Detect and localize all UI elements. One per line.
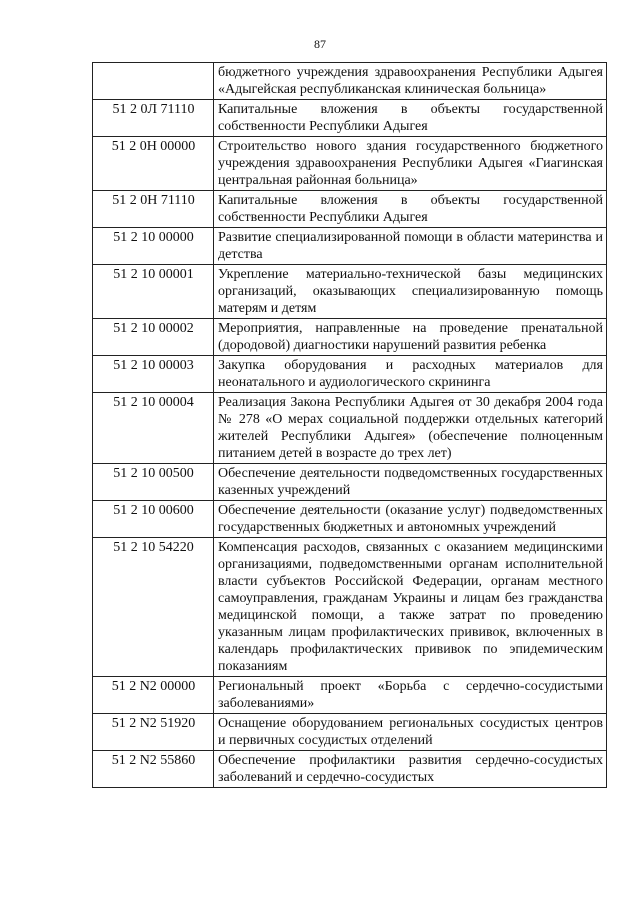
row-code: 51 2 10 00001 bbox=[93, 265, 214, 319]
row-code: 51 2 10 00500 bbox=[93, 464, 214, 501]
row-code: 51 2 0Л 71110 bbox=[93, 100, 214, 137]
row-code: 51 2 0Н 00000 bbox=[93, 137, 214, 191]
table-row bbox=[93, 191, 607, 228]
row-code: 51 2 10 00600 bbox=[93, 501, 214, 538]
row-description: Компенсация расходов, связанных с оказанием медицинскими организациями, подведомственными органам исполнительной власти субъектов Российской Федерации, органам местного самоуправления, гражданам Украины и лицам без гражданства медицинской помощи, а также затрат по проведению указанным лицам профилактических прививок, включенных в календарь профилактических прививок по эпидемическим показаниям bbox=[214, 538, 607, 677]
row-code bbox=[93, 63, 214, 100]
table-row bbox=[93, 538, 607, 677]
row-description: бюджетного учреждения здравоохранения Республики Адыгея «Адыгейская республиканская клиническая больница» bbox=[214, 63, 607, 100]
row-description: Капитальные вложения в объекты государственной собственности Республики Адыгея bbox=[214, 100, 607, 137]
row-description: Оснащение оборудованием региональных сосудистых центров и первичных сосудистых отделений bbox=[214, 714, 607, 751]
row-code: 51 2 N2 00000 bbox=[93, 677, 214, 714]
table-row bbox=[93, 265, 607, 319]
row-description: Укрепление материально-технической базы медицинских организаций, оказывающих специализированную помощь матерям и детям bbox=[214, 265, 607, 319]
row-description: Обеспечение деятельности подведомственных государственных казенных учреждений bbox=[214, 464, 607, 501]
row-description: Закупка оборудования и расходных материалов для неонатального и аудиологического скрининга bbox=[214, 356, 607, 393]
table-row bbox=[93, 501, 607, 538]
row-code: 51 2 10 00002 bbox=[93, 319, 214, 356]
row-description: Обеспечение деятельности (оказание услуг) подведомственных государственных бюджетных и автономных учреждений bbox=[214, 501, 607, 538]
row-description: Капитальные вложения в объекты государственной собственности Республики Адыгея bbox=[214, 191, 607, 228]
row-description: Строительство нового здания государственного бюджетного учреждения здравоохранения Республики Адыгея «Гиагинская центральная районная больница» bbox=[214, 137, 607, 191]
table-row bbox=[93, 63, 607, 100]
table-row bbox=[93, 751, 607, 788]
page-number: 87 bbox=[314, 37, 326, 51]
table-row bbox=[93, 100, 607, 137]
table-row bbox=[93, 319, 607, 356]
row-code: 51 2 N2 51920 bbox=[93, 714, 214, 751]
row-code: 51 2 10 00000 bbox=[93, 228, 214, 265]
table-row bbox=[93, 714, 607, 751]
budget-classification-table bbox=[92, 62, 607, 788]
row-description: Развитие специализированной помощи в области материнства и детства bbox=[214, 228, 607, 265]
row-code: 51 2 10 00004 bbox=[93, 393, 214, 464]
table-row bbox=[93, 228, 607, 265]
table-row bbox=[93, 356, 607, 393]
row-description: Реализация Закона Республики Адыгея от 30 декабря 2004 года № 278 «О мерах социальной поддержки отдельных категорий жителей Республики Адыгея» (обеспечение полноценным питанием детей в возрасте до трех лет) bbox=[214, 393, 607, 464]
row-code: 51 2 10 00003 bbox=[93, 356, 214, 393]
row-description: Региональный проект «Борьба с сердечно-сосудистыми заболеваниями» bbox=[214, 677, 607, 714]
table-row bbox=[93, 393, 607, 464]
row-description: Обеспечение профилактики развития сердечно-сосудистых заболеваний и сердечно-сосудистых bbox=[214, 751, 607, 788]
table-row bbox=[93, 464, 607, 501]
row-code: 51 2 0Н 71110 bbox=[93, 191, 214, 228]
row-code: 51 2 10 54220 bbox=[93, 538, 214, 677]
table-row bbox=[93, 677, 607, 714]
table-row bbox=[93, 137, 607, 191]
row-code: 51 2 N2 55860 bbox=[93, 751, 214, 788]
row-description: Мероприятия, направленные на проведение пренатальной (дородовой) диагностики нарушений развития ребенка bbox=[214, 319, 607, 356]
